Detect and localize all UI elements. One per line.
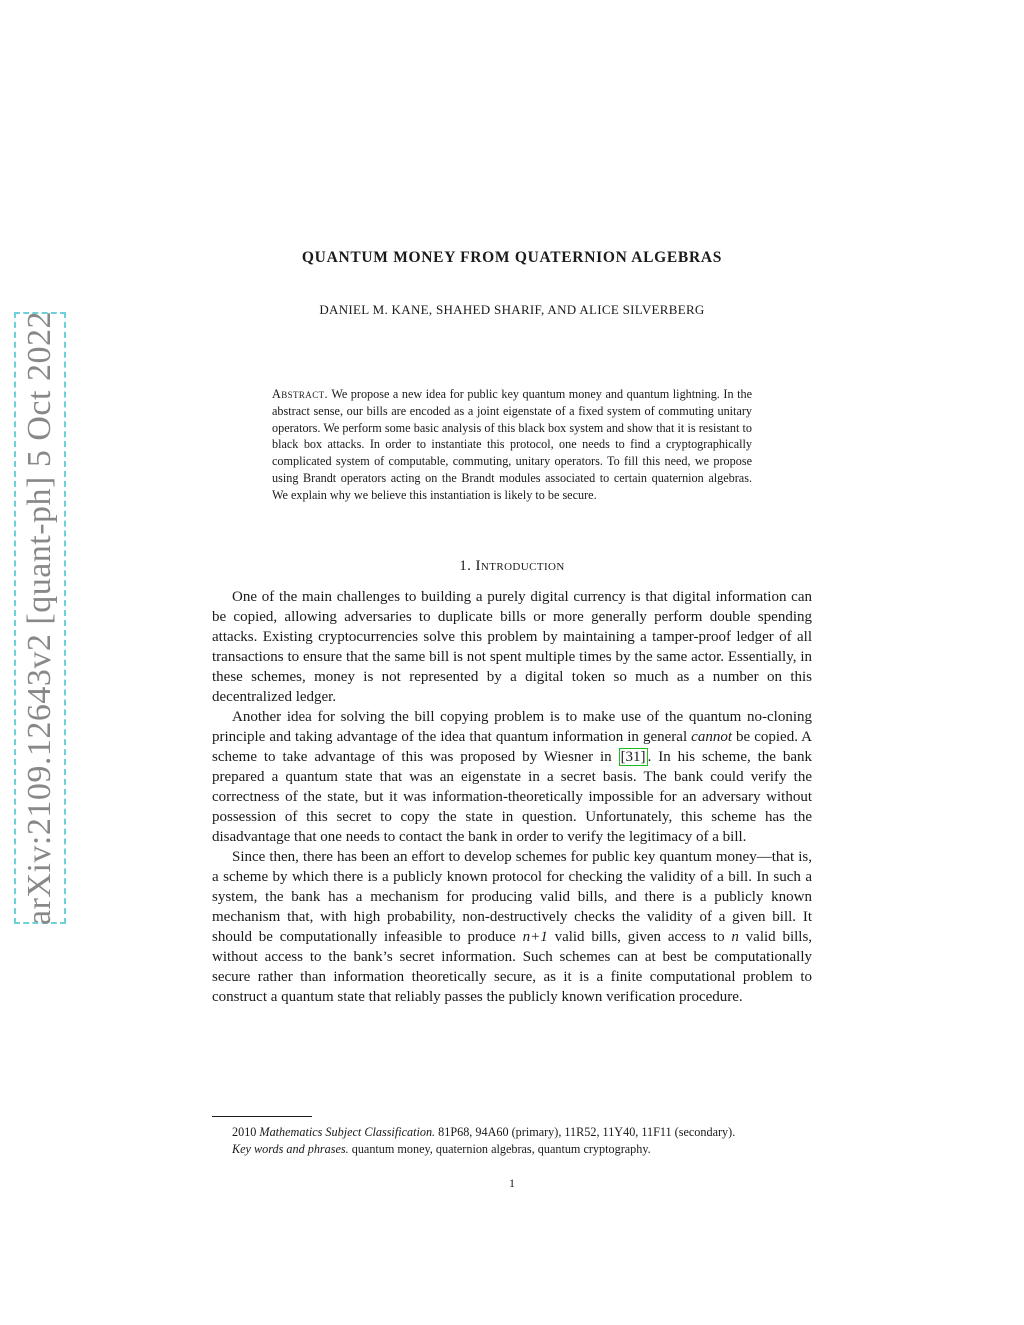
abstract-label: Abstract. bbox=[272, 387, 328, 401]
keywords-text: quantum money, quaternion algebras, quantum cryptography. bbox=[351, 1141, 651, 1156]
arxiv-identifier: arXiv:2109.12643v2 [quant-ph] 5 Oct 2022 bbox=[21, 311, 58, 925]
abstract-text: We propose a new idea for public key quantum money and quantum lightning. In the abstract sense, our bills are encoded as a joint eigenstate of a fixed system of commuting unitary operators. We perform some basic analysis of this black box system and show that it is resistant to black box attacks. In order to instantiate this protocol, one needs to find a cryptographically complicated system of computable, commuting, unitary operators. To fill this need, we propose using Brandt operators acting on the Brandt modules associated to certain quaternion algebras. We explain why we believe this instantiation is likely to be secure. bbox=[272, 387, 753, 502]
section-heading bbox=[212, 558, 812, 575]
paragraph-2-text-b: be copied. A scheme to take advantage of this was proposed by Wiesner in bbox=[212, 729, 813, 765]
body-text bbox=[212, 587, 812, 1007]
paragraph-2 bbox=[212, 707, 812, 847]
paragraph-2-text-c: . In his scheme, the bank prepared a quantum state that was an eigenstate in a secret basis. The bank could verify the correctness of the state, but it was information-theoretically impossible for an adversary without possession of this secret to copy the state in question. Unfortunately, this scheme has the disadvantage that one needs to contact the bank in order to verify the legitimacy of a bill. bbox=[212, 749, 813, 845]
section-number: 1. bbox=[459, 558, 472, 574]
msc-year: 2010 bbox=[232, 1125, 257, 1139]
page-number: 1 bbox=[509, 1176, 515, 1190]
paragraph-1: One of the main challenges to building a purely digital currency is that digital information can be copied, allowing adversaries to duplicate bills or more generally perform double spending attacks. Existing cryptocurrencies solve this problem by maintaining a tamper-proof ledger of all transactions to ensure that the same bill is not spent multiple times by the same actor. Essentially, in these schemes, money is not represented by a digital token so much as a number on this decentralized ledger. bbox=[212, 589, 812, 705]
keywords-footnote bbox=[212, 1141, 812, 1158]
keywords-label: Key words and phrases. bbox=[232, 1141, 349, 1156]
section-title: Introduction bbox=[475, 558, 565, 574]
paragraph-3-text-a: Since then, there has been an effort to develop schemes for public key quantum money—that is, a scheme by which there is a publicly known protocol for checking the validity of a bill. In such a system, the bank has a mechanism for producing valid bills, and there is a publicly known mechanism that, with high probability, non-destructively checks the validity of a given bill. It should be computationally infeasible to produce bbox=[212, 849, 812, 945]
paragraph-2-text-a: Another idea for solving the bill copying problem is to make use of the quantum no-cloning principle and taking advantage of the idea that quantum information in general bbox=[212, 709, 812, 745]
paragraph-3 bbox=[212, 847, 812, 1007]
paragraph-3-text-b: valid bills, given access to bbox=[554, 929, 725, 945]
emphasis-cannot: cannot bbox=[691, 729, 732, 745]
paper-authors: DANIEL M. KANE, SHAHED SHARIF, AND ALICE SILVERBERG bbox=[319, 302, 705, 317]
math-n: n bbox=[731, 929, 739, 945]
abstract bbox=[272, 386, 752, 504]
arxiv-stamp[interactable] bbox=[14, 312, 66, 924]
math-n-plus-1: n+1 bbox=[522, 929, 548, 945]
paper-title: QUANTUM MONEY FROM QUATERNION ALGEBRAS bbox=[301, 249, 723, 266]
footnotes bbox=[212, 1124, 812, 1157]
paragraph-3-text-c: valid bills, without access to the bank’s secret information. Such schemes can at best be computationally secure rather than information theoretically secure, as it is a finite computational problem to construct a quantum state that reliably passes the publicly known verification procedure. bbox=[212, 929, 813, 1005]
msc-label: Mathematics Subject Classification. bbox=[259, 1125, 436, 1139]
msc-codes: 81P68, 94A60 (primary), 11R52, 11Y40, 11F11 (secondary). bbox=[438, 1125, 736, 1139]
footnote-rule bbox=[212, 1116, 312, 1117]
msc-footnote bbox=[212, 1124, 812, 1141]
citation-link[interactable]: [31] bbox=[620, 749, 646, 765]
